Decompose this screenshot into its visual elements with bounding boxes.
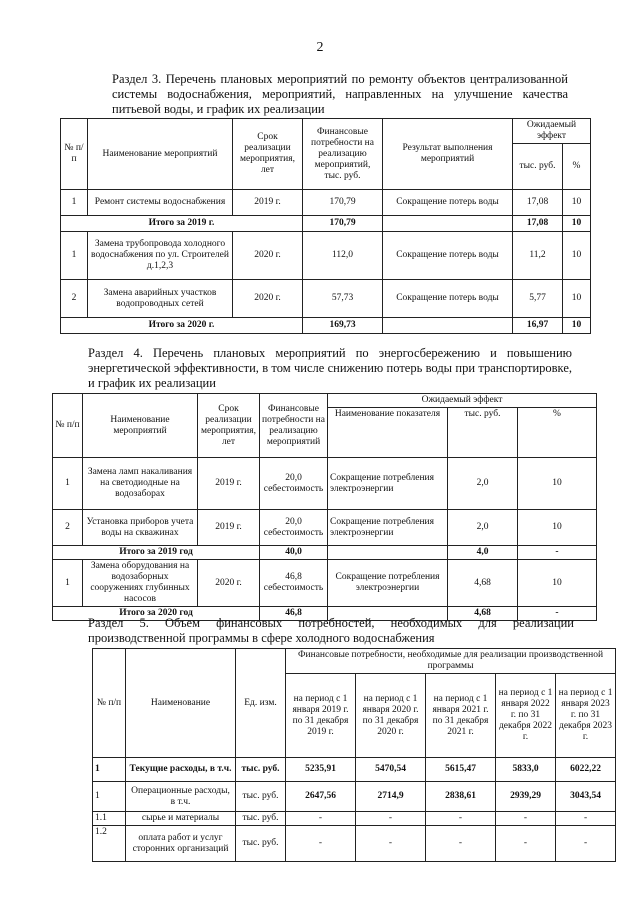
cell-name: Текущие расходы, в т.ч. <box>126 758 236 782</box>
cell-fin: 57,73 <box>303 280 383 318</box>
cell-rub: 17,08 <box>513 190 563 216</box>
cell-pct: 10 <box>563 216 591 232</box>
cell-pct: 10 <box>563 232 591 280</box>
cell-name: сырье и материалы <box>126 812 236 826</box>
table-row <box>53 510 597 546</box>
header-effect: Ожидаемый эффект <box>328 394 597 408</box>
header-pct: % <box>563 144 591 190</box>
cell-rub: 4,68 <box>448 607 518 621</box>
cell-name: Операционные расходы, в т.ч. <box>126 782 236 812</box>
cell-pct: 10 <box>563 318 591 334</box>
cell-num: 2 <box>61 280 88 318</box>
cell-value: 2647,56 <box>286 782 356 812</box>
cell-fin: 20,0 себестоимость <box>260 458 328 510</box>
cell-num: 1 <box>61 190 88 216</box>
header-effect: Ожидаемый эффект <box>513 119 591 144</box>
header-pct: % <box>518 408 597 458</box>
cell-num: 1.1 <box>93 812 126 826</box>
header-rub: тыс. руб. <box>513 144 563 190</box>
table-row <box>53 560 597 607</box>
cell-term: 2019 г. <box>233 190 303 216</box>
section4-heading: Раздел 4. Перечень плановых мероприятий по энергосбережению и повышению энергетической эффективности, в том числе снижению потерь воды при транспортировке, и график их реализации <box>88 346 572 390</box>
cell-num: 1.2 <box>93 826 126 862</box>
cell-value: 6022,22 <box>556 758 616 782</box>
cell-value: - <box>496 826 556 862</box>
table-row <box>93 812 616 826</box>
section5-table <box>92 648 616 862</box>
cell-num: 1 <box>93 758 126 782</box>
cell-pct: 10 <box>518 560 597 607</box>
cell-total-label: Итого за 2019 год <box>53 546 260 560</box>
cell-unit: тыс. руб. <box>236 812 286 826</box>
cell-fin: 170,79 <box>303 216 383 232</box>
header-indicator: Наименование показателя <box>328 408 448 458</box>
cell-fin: 170,79 <box>303 190 383 216</box>
cell-pct: 10 <box>563 190 591 216</box>
cell-num: 1 <box>93 782 126 812</box>
cell-pct: 10 <box>518 510 597 546</box>
cell-name: Установка приборов учета воды на скважинах <box>83 510 198 546</box>
cell-indicator: Сокращение потребления электроэнергии <box>328 560 448 607</box>
table-row <box>61 190 591 216</box>
cell-total-label: Итого за 2019 г. <box>61 216 303 232</box>
cell-indicator: Сокращение потребления электроэнергии <box>328 510 448 546</box>
cell-fin: 46,8 <box>260 607 328 621</box>
cell-value: 5615,47 <box>426 758 496 782</box>
header-name: Наименование мероприятий <box>88 119 233 190</box>
header-num: № п/п <box>93 649 126 758</box>
header-rub: тыс. руб. <box>448 408 518 458</box>
cell-value: - <box>356 826 426 862</box>
section5-heading: Раздел 5. Объем финансовых потребностей, необходимых для реализации производственной программы в сфере холодного водоснабжения <box>88 616 574 645</box>
cell-rub: 5,77 <box>513 280 563 318</box>
section3-table <box>60 118 591 334</box>
header-term: Срок реализации мероприятия, лет <box>198 394 260 458</box>
table-row <box>53 458 597 510</box>
cell-term: 2019 г. <box>198 510 260 546</box>
cell-rub: 2,0 <box>448 510 518 546</box>
cell-name: Замена аварийных участков водопроводных сетей <box>88 280 233 318</box>
cell-value: 2838,61 <box>426 782 496 812</box>
cell-value: - <box>286 812 356 826</box>
cell-result: Сокращение потерь воды <box>383 232 513 280</box>
header-period-2023: на период с 1 января 2023 г. по 31 декабря 2023 г. <box>556 674 616 758</box>
cell-indicator: Сокращение потребления электроэнергии <box>328 458 448 510</box>
table-row <box>93 782 616 812</box>
cell-fin: 46,8 себестоимость <box>260 560 328 607</box>
header-period-2020: на период с 1 января 2020 г. по 31 декабря 2020 г. <box>356 674 426 758</box>
cell-num: 2 <box>53 510 83 546</box>
table-row-total <box>61 318 591 334</box>
cell-value: - <box>556 812 616 826</box>
header-period-2022: на период с 1 января 2022 г. по 31 декабря 2022 г. <box>496 674 556 758</box>
cell-fin: 40,0 <box>260 546 328 560</box>
table-row <box>93 758 616 782</box>
cell-total-label: Итого за 2020 год <box>53 607 260 621</box>
cell-value: - <box>286 826 356 862</box>
cell-value: - <box>556 826 616 862</box>
cell-fin: 112,0 <box>303 232 383 280</box>
cell-value: - <box>496 812 556 826</box>
cell-rub: 16,97 <box>513 318 563 334</box>
cell-term: 2019 г. <box>198 458 260 510</box>
cell-value: 3043,54 <box>556 782 616 812</box>
cell-term: 2020 г. <box>198 560 260 607</box>
cell-pct: 10 <box>518 458 597 510</box>
header-fin: Финансовые потребности на реализацию мероприятий <box>260 394 328 458</box>
header-num: № п/ п <box>61 119 88 190</box>
table-row <box>61 280 591 318</box>
cell-fin: 20,0 себестоимость <box>260 510 328 546</box>
header-num: № п/п <box>53 394 83 458</box>
cell-value: - <box>426 812 496 826</box>
cell-name: Замена трубопровода холодного водоснабжения по ул. Строителей д.1,2,3 <box>88 232 233 280</box>
cell-rub: 11,2 <box>513 232 563 280</box>
cell-value: 2714,9 <box>356 782 426 812</box>
cell-value: - <box>426 826 496 862</box>
page-number: 2 <box>316 40 324 55</box>
cell-rub: 4,68 <box>448 560 518 607</box>
section3-heading: Раздел 3. Перечень плановых мероприятий по ремонту объектов централизованной системы водоснабжения, мероприятий, направленных на улучшение качества питьевой воды, и график их реализации <box>112 72 568 116</box>
cell-num: 1 <box>53 458 83 510</box>
header-term: Срок реализации мероприятия, лет <box>233 119 303 190</box>
cell-pct: - <box>518 546 597 560</box>
cell-rub: 4,0 <box>448 546 518 560</box>
header-name: Наименование <box>126 649 236 758</box>
cell-value: - <box>356 812 426 826</box>
cell-unit: тыс. руб. <box>236 758 286 782</box>
cell-value: 5470,54 <box>356 758 426 782</box>
header-fin: Финансовые потребности на реализацию мероприятий, тыс. руб. <box>303 119 383 190</box>
cell-result: Сокращение потерь воды <box>383 190 513 216</box>
table-row <box>93 826 616 862</box>
cell-rub: 2,0 <box>448 458 518 510</box>
cell-name: Замена оборудования на водозаборных сооружениях глубинных насосов <box>83 560 198 607</box>
header-name: Наименование мероприятий <box>83 394 198 458</box>
table-row-total <box>53 546 597 560</box>
cell-num: 1 <box>53 560 83 607</box>
cell-value: 5235,91 <box>286 758 356 782</box>
cell-value: 2939,29 <box>496 782 556 812</box>
cell-result: Сокращение потерь воды <box>383 280 513 318</box>
cell-unit: тыс. руб. <box>236 826 286 862</box>
cell-total-label: Итого за 2020 г. <box>61 318 303 334</box>
cell-rub: 17,08 <box>513 216 563 232</box>
cell-term: 2020 г. <box>233 280 303 318</box>
header-unit: Ед. изм. <box>236 649 286 758</box>
table-row-total <box>61 216 591 232</box>
cell-term: 2020 г. <box>233 232 303 280</box>
section4-table <box>52 393 597 621</box>
cell-name: оплата работ и услуг сторонних организаций <box>126 826 236 862</box>
cell-fin: 169,73 <box>303 318 383 334</box>
header-period-2019: на период с 1 января 2019 г. по 31 декабря 2019 г. <box>286 674 356 758</box>
cell-value: 5833,0 <box>496 758 556 782</box>
header-period-2021: на период с 1 января 2021 г. по 31 декабря 2021 г. <box>426 674 496 758</box>
header-group: Финансовые потребности, необходимые для реализации производственной программы <box>286 649 616 674</box>
cell-name: Ремонт системы водоснабжения <box>88 190 233 216</box>
cell-pct: 10 <box>563 280 591 318</box>
cell-pct: - <box>518 607 597 621</box>
cell-num: 1 <box>61 232 88 280</box>
cell-name: Замена ламп накаливания на светодиодные на водозаборах <box>83 458 198 510</box>
header-result: Результат выполнения мероприятий <box>383 119 513 190</box>
table-row <box>61 232 591 280</box>
cell-unit: тыс. руб. <box>236 782 286 812</box>
